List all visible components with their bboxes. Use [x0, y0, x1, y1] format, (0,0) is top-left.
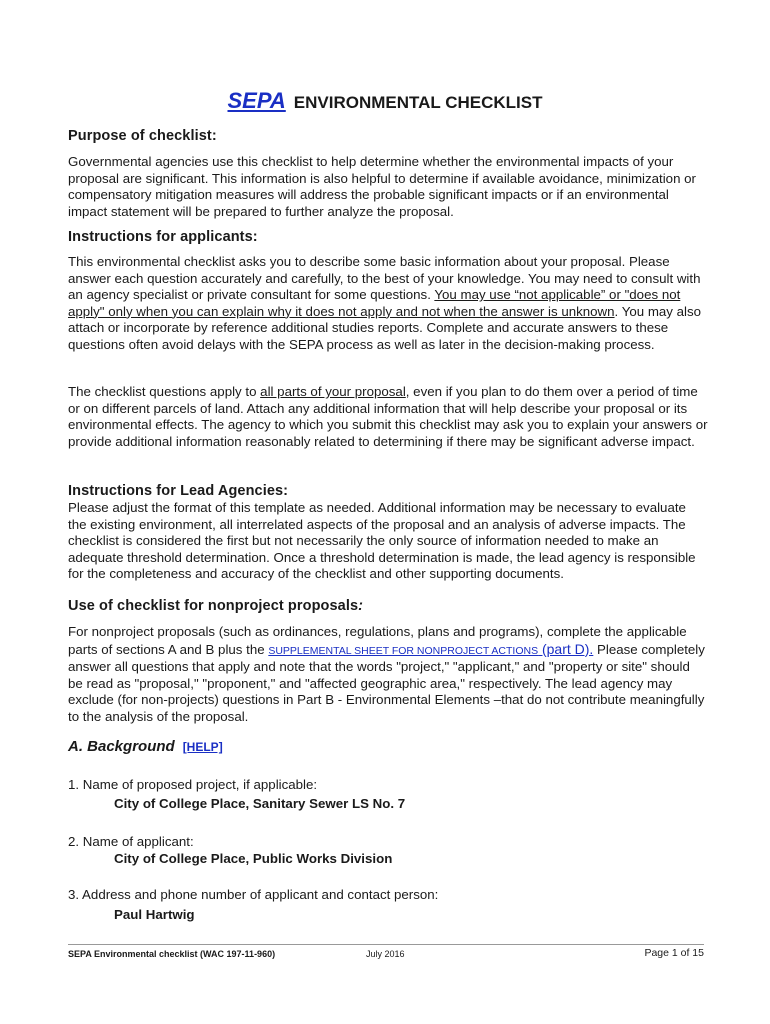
applicants-p1-underlined: You may use “not applicable” or "does not apply" only when you can explain why it does not apply and not when the answer is unknown [68, 287, 681, 319]
question-3: 3. Address and phone number of applicant and contact person: [68, 887, 439, 902]
answer-3: Paul Hartwig [114, 907, 195, 922]
question-1: 1. Name of proposed project, if applicable: [68, 777, 318, 792]
nonproject-heading-text: Use of checklist for nonproject proposals [68, 598, 359, 614]
nonproject-text-a: For nonproject proposals (such as ordinances, regulations, plans and programs), complete the applicable parts of sections A and B plus the [68, 624, 687, 657]
footer-date: July 2016 [366, 949, 405, 959]
applicants-p2-underlined: all parts of your proposal [260, 384, 406, 399]
applicants-p2-text-b: , even if you plan to do them over a period of time or on different parcels of land. Attach any additional information that will help describe your proposal or its environmental effects. The agency to which you submit this checklist may ask you to explain your answers or provide additional information reasonably related to determining if there may be significant adverse impact. [68, 384, 708, 449]
applicants-paragraph-2 [68, 384, 708, 450]
lead-agencies-heading: Instructions for Lead Agencies: [68, 483, 289, 499]
nonproject-text [68, 624, 708, 725]
part-d-link[interactable]: (part D). [538, 640, 594, 657]
applicants-p2-text-a: The checklist questions apply to [68, 384, 261, 399]
nonproject-heading-colon: : [358, 598, 364, 614]
answer-1: City of College Place, Sanitary Sewer LS No. 7 [114, 796, 406, 811]
page-title [0, 88, 770, 114]
supplemental-sheet-link[interactable]: SUPPLEMENTAL SHEET FOR NONPROJECT ACTIONS [268, 644, 539, 657]
applicants-p1-text-b: . You may also attach or incorporate by reference additional studies reports. Complete and accurate answers to these questions often avoid delays with the SEPA process as well as later in the decision-making process. [68, 303, 702, 352]
help-link[interactable]: [HELP] [182, 740, 223, 754]
applicants-heading: Instructions for applicants: [68, 229, 258, 245]
purpose-heading: Purpose of checklist: [68, 128, 217, 144]
footer-page-number: Page 1 of 15 [644, 947, 704, 959]
footer-left: SEPA Environmental checklist (WAC 197-11-960) [68, 949, 276, 959]
nonproject-heading [68, 598, 363, 614]
footer-divider [68, 944, 704, 945]
lead-agencies-text: Please adjust the format of this template as needed. Additional information may be necessary to evaluate the existing environment, all interrelated aspects of the proposal and an analysis of adverse impacts. The checklist is considered the first but not necessarily the only source of information needed to make an adequate threshold determination. Once a threshold determination is made, the lead agency is responsible for the completeness and accuracy of the checklist and other supporting documents. [68, 500, 696, 581]
question-2: 2. Name of applicant: [68, 834, 194, 849]
nonproject-text-b: Please completely answer all questions that apply and note that the words "project," "applicant," and "property or site" should be read as "proposal," "proponent," and "affected geographic area," respectively. The lead agency may exclude (for non-projects) questions in Part B - Environmental Elements –that do not contribute meaningfully to the analysis of the proposal. [68, 641, 705, 724]
sepa-title-link[interactable]: SEPA [227, 88, 286, 113]
purpose-text: Governmental agencies use this checklist to help determine whether the environmental impacts of your proposal are significant. This information is also helpful to determine if available avoidance, minimization or compensatory mitigation measures will address the probable significant impacts or if an environmental impact statement will be prepared to further analyze the proposal. [68, 154, 696, 219]
answer-2: City of College Place, Public Works Division [114, 851, 393, 866]
applicants-paragraph-1 [68, 254, 708, 353]
section-a-heading [68, 738, 223, 755]
section-a-title: A. Background [68, 738, 175, 755]
page-title-text: ENVIRONMENTAL CHECKLIST [293, 93, 543, 112]
applicants-p1-text-a: This environmental checklist asks you to describe some basic information about your proposal. Please answer each question accurately and carefully, to the best of your knowledge. You may need to consult with an agency specialist or private consultant for some questions. [68, 254, 701, 302]
